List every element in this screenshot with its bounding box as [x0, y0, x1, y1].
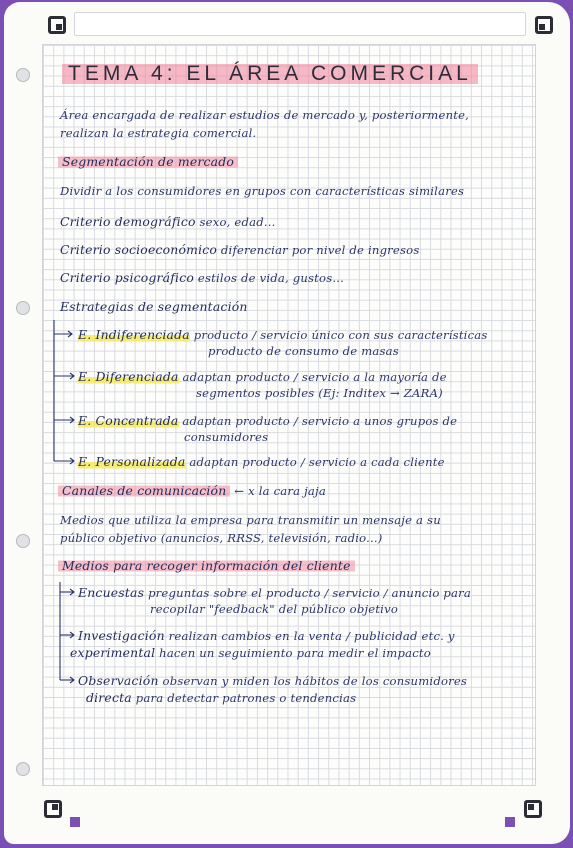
medio-label: Observación	[78, 673, 159, 688]
notebook-page	[4, 2, 570, 844]
page-title: TEMA 4: EL ÁREA COMERCIAL	[62, 62, 478, 86]
medio-text-cont: recopilar "feedback" del público objetivo	[150, 602, 399, 616]
criterio-label: Criterio socioeconómico	[60, 242, 218, 257]
estrategia-label: E. Concentrada	[78, 413, 179, 428]
intro-line: Área encargada de realizar estudios de mercado y, posteriormente,	[60, 108, 470, 122]
medios-heading: Medios para recoger información del cliente	[58, 558, 355, 573]
medio-label: directa	[86, 690, 132, 705]
estrategia-text: adaptan producto / servicio a la mayoría de	[182, 370, 447, 384]
estrategia-text: adaptan producto / servicio a unos grupos de	[182, 414, 458, 428]
medio-row	[78, 628, 455, 643]
medio-row	[78, 585, 471, 600]
canales-line: Medios que utiliza la empresa para transmitir un mensaje a su	[60, 513, 441, 527]
medio-row	[78, 673, 467, 688]
criterio-row	[60, 242, 419, 257]
intro-line: realizan la estrategia comercial.	[60, 126, 257, 140]
estrategia-row	[78, 454, 445, 469]
canales-heading: Canales de comunicación	[58, 483, 230, 498]
criterio-row	[60, 214, 276, 229]
estrategia-row	[78, 369, 447, 384]
medio-text: hacen un seguimiento para medir el impacto	[159, 646, 431, 660]
estrategia-text-cont: consumidores	[184, 430, 269, 444]
estrategia-text-cont: producto de consumo de masas	[208, 344, 399, 358]
estrategia-label: E. Personalizada	[78, 454, 186, 469]
medio-label: Encuestas	[78, 585, 145, 600]
medio-row	[86, 690, 356, 705]
criterio-text: sexo, edad...	[199, 215, 276, 229]
medio-text: realizan cambios en la venta / publicidad etc. y	[168, 629, 455, 643]
estrategia-label: E. Indiferenciada	[78, 327, 190, 342]
estrategia-text: adaptan producto / servicio a cada cliente	[189, 455, 445, 469]
segmentacion-heading: Segmentación de mercado	[58, 154, 238, 169]
estrategia-text: producto / servicio único con sus características	[193, 328, 488, 342]
canales-row	[58, 483, 326, 498]
segmentacion-definition: Dividir a los consumidores en grupos con características similares	[60, 184, 465, 198]
medio-text: para detectar patrones o tendencias	[135, 691, 357, 705]
medio-label: Investigación	[78, 628, 165, 643]
criterio-text: diferenciar por nivel de ingresos	[220, 243, 420, 257]
criterio-label: Criterio demográfico	[60, 214, 196, 229]
estrategia-row	[78, 327, 488, 342]
criterio-row	[60, 270, 344, 285]
estrategia-text-cont: segmentos posibles (Ej: Inditex → ZARA)	[196, 386, 443, 400]
criterio-label: Criterio psicográfico	[60, 270, 195, 285]
estrategias-heading: Estrategias de segmentación	[60, 299, 248, 314]
canales-line: público objetivo (anuncios, RRSS, televisión, radio...)	[60, 531, 383, 545]
medio-row	[70, 645, 431, 660]
estrategia-row	[78, 413, 457, 428]
estrategia-label: E. Diferenciada	[78, 369, 179, 384]
medio-text: preguntas sobre el producto / servicio / anuncio para	[148, 586, 472, 600]
criterio-text: estilos de vida, gustos...	[197, 271, 345, 285]
canales-note: ← x la cara jaja	[234, 484, 326, 498]
medio-label: experimental	[70, 645, 156, 660]
medio-text: observan y miden los hábitos de los consumidores	[162, 674, 468, 688]
